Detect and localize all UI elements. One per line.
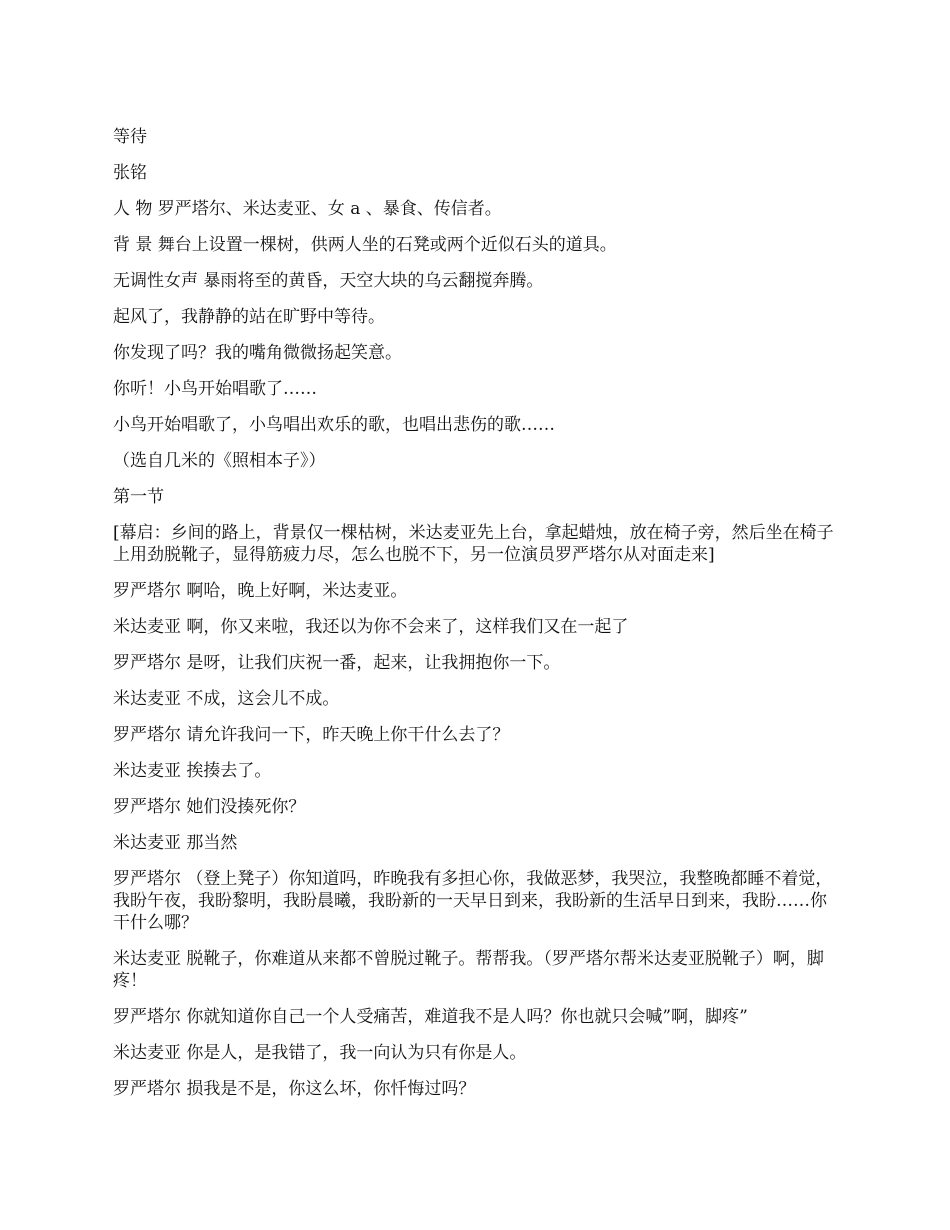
characters-line: 人 物 罗严塔尔、米达麦亚、女 a 、暴食、传信者。 [113,199,502,219]
document-body [113,126,843,1114]
dialogue-line: 罗严塔尔 请允许我问一下，昨天晚上你干什么去了？ [113,725,510,745]
epigraph-source: （选自几米的《照相本子》） [113,451,326,471]
author-name: 张铭 [113,163,147,183]
epigraph-line: 你发现了吗？我的嘴角微微扬起笑意。 [113,343,402,363]
section-heading: 第一节 [113,487,164,507]
dialogue-line: 米达麦亚 你是人，是我错了，我一向认为只有你是人。 [113,1043,527,1063]
document-title: 等待 [113,127,147,147]
dialogue-line: 米达麦亚 啊，你又来啦，我还以为你不会来了，这样我们又在一起了 [113,617,629,637]
epigraph-line: 起风了，我静静的站在旷野中等待。 [113,307,385,327]
epigraph-line: 小鸟开始唱歌了，小鸟唱出欢乐的歌，也唱出悲伤的歌…… [113,415,555,435]
setting-line: 背 景 舞台上设置一棵树，供两人坐的石凳或两个近似石头的道具。 [113,235,617,255]
dialogue-line: 罗严塔尔 啊哈，晚上好啊，米达麦亚。 [113,581,408,601]
dialogue-line: 罗严塔尔 是呀，让我们庆祝一番，起来，让我拥抱你一下。 [113,653,561,673]
dialogue-line: 米达麦亚 不成，这会儿不成。 [113,689,340,709]
dialogue-line: 罗严塔尔 （登上凳子）你知道吗，昨晚我有多担心你，我做恶梦，我哭泣，我整晚都睡不着觉，我盼午夜，我盼黎明，我盼晨曦，我盼新的一天早日到来，我盼新的生活早日到来，我盼……你干什么哪？ [113,869,833,933]
epigraph-line: 你听！小鸟开始唱歌了…… [113,379,317,399]
dialogue-line: 米达麦亚 那当然 [113,833,238,853]
dialogue-line: 罗严塔尔 她们没揍死你？ [113,797,306,817]
dialogue-line: 米达麦亚 脱靴子，你难道从来都不曾脱过靴子。帮帮我。（罗严塔尔帮米达麦亚脱靴子）啊，脚疼！ [113,949,824,991]
dialogue-line: 罗严塔尔 损我是不是，你这么坏，你忏悔过吗？ [113,1079,476,1099]
stage-direction: [幕启：乡间的路上，背景仅一棵枯树，米达麦亚先上台，拿起蜡烛，放在椅子旁，然后坐在椅子上用劲脱靴子，显得筋疲力尽，怎么也脱不下，另一位演员罗严塔尔从对面走来] [113,523,834,565]
epigraph-line: 无调性女声 暴雨将至的黄昏，天空大块的乌云翻搅奔腾。 [113,271,544,291]
dialogue-line: 米达麦亚 挨揍去了。 [113,761,272,781]
dialogue-line: 罗严塔尔 你就知道你自己一个人受痛苦，难道我不是人吗？你也就只会喊”啊，脚疼” [113,1007,748,1027]
